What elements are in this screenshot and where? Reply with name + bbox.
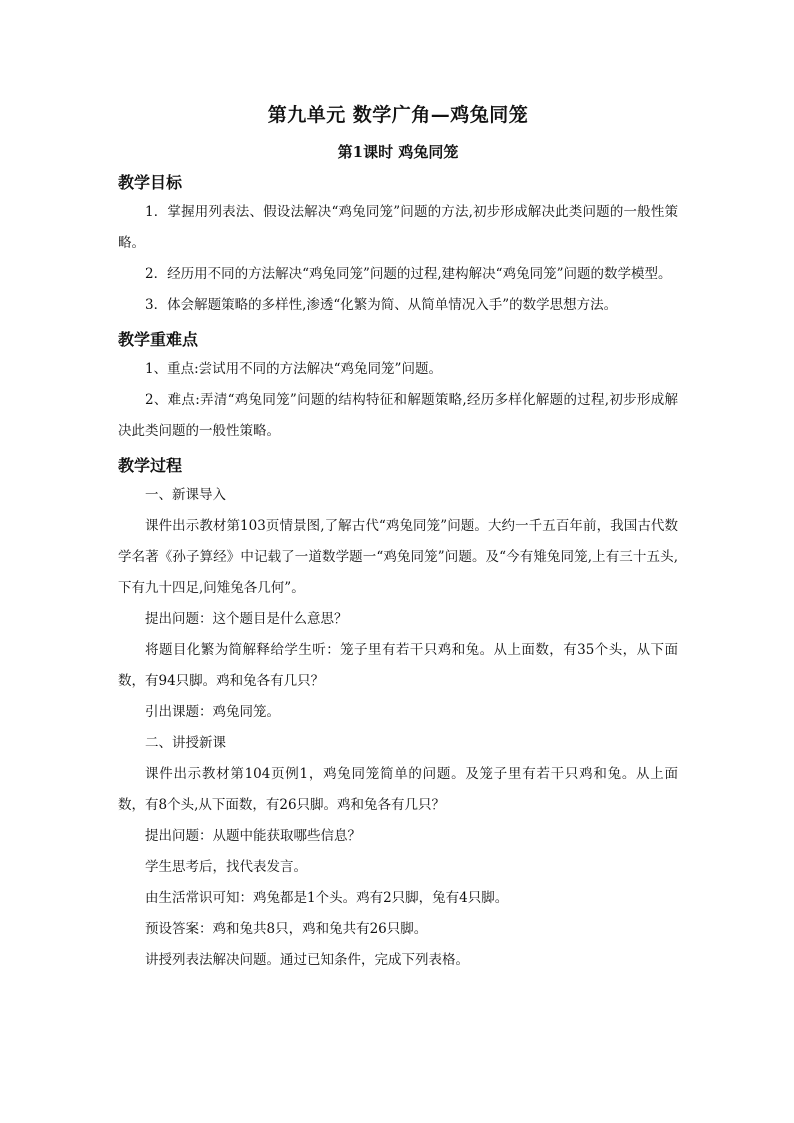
section-heading: 教学目标: [118, 173, 183, 192]
paragraph: 1、重点:尝试用不同的方法解决“鸡兔同笼”问题。: [145, 361, 442, 377]
section-heading: 教学重难点: [118, 330, 199, 349]
paragraph: 预设答案：鸡和兔共8只，鸡和兔共有26只脚。: [145, 921, 428, 937]
paragraph: 引出课题：鸡兔同笼。: [145, 704, 280, 720]
section-teaching-goals: [118, 170, 678, 321]
paragraph: 二、讲授新课: [145, 735, 226, 751]
paragraph: 学生思考后，找代表发言。: [145, 859, 307, 875]
paragraph: 3．体会解题策略的多样性,渗透“化繁为简、从简单情况入手”的数学思想方法。: [145, 297, 618, 313]
paragraph: 提出问题：这个题目是什么意思？: [145, 611, 348, 627]
section-key-difficulties: [118, 327, 678, 447]
section-teaching-process: [118, 453, 678, 976]
document-body: [118, 100, 678, 976]
document-title: 第九单元 数学广角—鸡兔同笼: [267, 104, 529, 126]
paragraph: 讲授列表法解决问题。通过已知条件，完成下列表格。: [145, 952, 469, 968]
paragraph: 由生活常识可知：鸡兔都是1个头。鸡有2只脚，兔有4只脚。: [145, 890, 509, 906]
paragraph: 将题目化繁为简解释给学生听：笼子里有若干只鸡和兔。从上面数，有35个头，从下面数，有94只脚。鸡和兔各有几只？: [118, 642, 678, 689]
paragraph: 2．经历用不同的方法解决“鸡兔同笼”问题的过程,建构解决“鸡兔同笼”问题的数学模型。: [145, 266, 672, 282]
paragraph: 一、新课导入: [145, 487, 226, 503]
paragraph: 1．掌握用列表法、假设法解决“鸡兔同笼”问题的方法,初步形成解决此类问题的一般性策略。: [118, 204, 678, 251]
lesson-subtitle: 第1课时 鸡兔同笼: [337, 143, 459, 161]
paragraph: 课件出示教材第103页情景图,了解古代“鸡兔同笼”问题。大约一千五百年前，我国古代数学名著《孙子算经》中记载了一道数学题一“鸡兔同笼”问题。及“今有雉兔同笼,上有三十五头,下有九十四足,问雉兔各几何”。: [118, 518, 678, 596]
paragraph: 课件出示教材第104页例1，鸡兔同笼简单的问题。及笼子里有若干只鸡和兔。从上面数，有8个头,从下面数，有26只脚。鸡和兔各有几只？: [118, 766, 678, 813]
section-heading: 教学过程: [118, 456, 183, 475]
paragraph: 提出问题：从题中能获取哪些信息？: [145, 828, 361, 844]
paragraph: 2、难点:弄清“鸡兔同笼”问题的结构特征和解题策略,经历多样化解题的过程,初步形成解决此类问题的一般性策略。: [118, 392, 678, 439]
